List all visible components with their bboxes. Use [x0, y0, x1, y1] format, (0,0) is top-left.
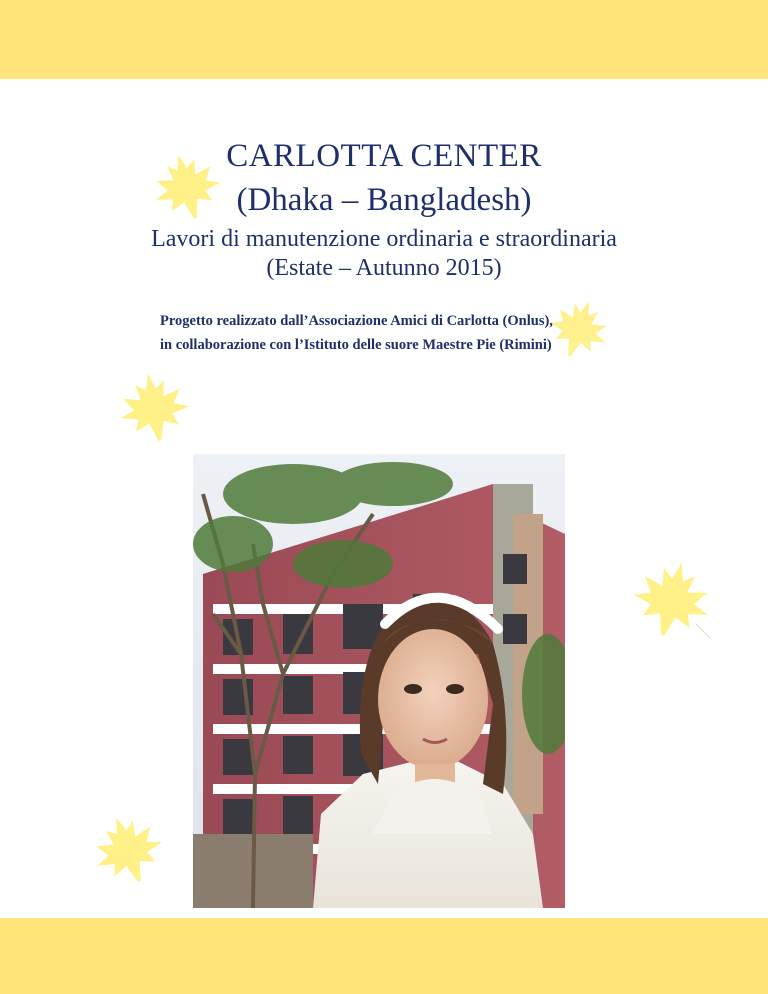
maple-leaf-icon	[118, 372, 190, 444]
maple-leaf-icon	[632, 560, 712, 640]
page-title: CARLOTTA CENTER	[226, 138, 542, 174]
bottom-band	[0, 918, 768, 994]
maple-leaf-icon	[548, 298, 610, 360]
top-band	[0, 0, 768, 79]
project-credits	[160, 309, 553, 357]
project-period: (Estate – Autunno 2015)	[266, 255, 502, 281]
girl-in-front-of-building-photo	[193, 454, 565, 908]
credits-line: in collaborazione con l’Istituto delle suore Maestre Pie (Rimini)	[160, 337, 552, 353]
location-title: (Dhaka – Bangladesh)	[236, 182, 532, 218]
maple-leaf-icon	[92, 814, 164, 886]
project-subtitle: Lavori di manutenzione ordinaria e straordinaria	[151, 226, 617, 252]
credits-line: Progetto realizzato dall’Associazione Amici di Carlotta (Onlus),	[160, 313, 553, 329]
